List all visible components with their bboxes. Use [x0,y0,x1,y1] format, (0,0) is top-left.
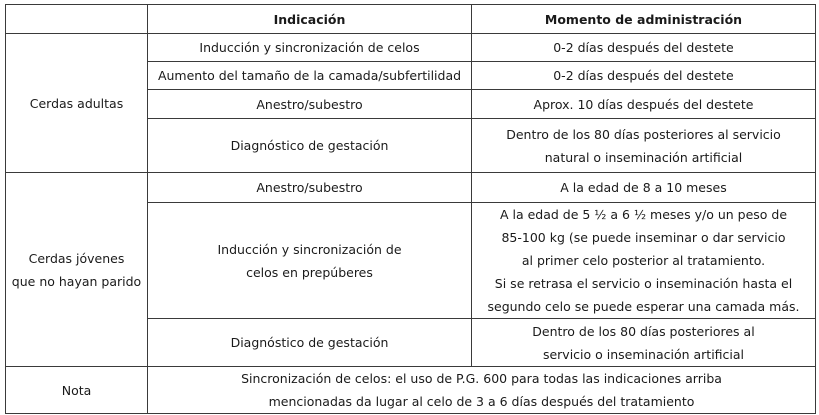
timing-cell: Dentro de los 80 días posteriores al servicio o inseminación artificial [472,319,816,367]
indication-cell: Diagnóstico de gestación [148,319,472,367]
dosing-table [5,4,816,414]
timing-cell: 0-2 días después del destete [472,62,816,90]
indication-cell: Inducción y sincronización de celos [148,34,472,62]
indication-cell: Diagnóstico de gestación [148,119,472,173]
group-label-adultas: Cerdas adultas [6,34,148,173]
table-row [6,367,816,414]
note-text-cell: Sincronización de celos: el uso de P.G. 600 para todas las indicaciones arriba mencionadas da lugar al celo de 3 a 6 días después del tratamiento [148,367,816,414]
table-row [6,173,816,203]
timing-cell: A la edad de 5 ½ a 6 ½ meses y/o un peso de 85-100 kg (se puede inseminar o dar servicio al primer celo posterior al tratamiento. Si se retrasa el servicio o inseminación hasta el segundo celo se puede esperar una camada más. [472,203,816,319]
indication-cell: Anestro/subestro [148,90,472,119]
group-label-nota: Nota [6,367,148,414]
indication-cell: Anestro/subestro [148,173,472,203]
header-indicacion: Indicación [148,5,472,34]
timing-cell: Dentro de los 80 días posteriores al servicio natural o inseminación artificial [472,119,816,173]
timing-cell: 0-2 días después del destete [472,34,816,62]
header-row [6,5,816,34]
timing-cell: A la edad de 8 a 10 meses [472,173,816,203]
header-momento: Momento de administración [472,5,816,34]
timing-cell: Aprox. 10 días después del destete [472,90,816,119]
group-label-jovenes: Cerdas jóvenes que no hayan parido [6,173,148,367]
indication-cell: Aumento del tamaño de la camada/subfertilidad [148,62,472,90]
table-row [6,34,816,62]
header-empty-cell [6,5,148,34]
indication-cell: Inducción y sincronización de celos en prepúberes [148,203,472,319]
